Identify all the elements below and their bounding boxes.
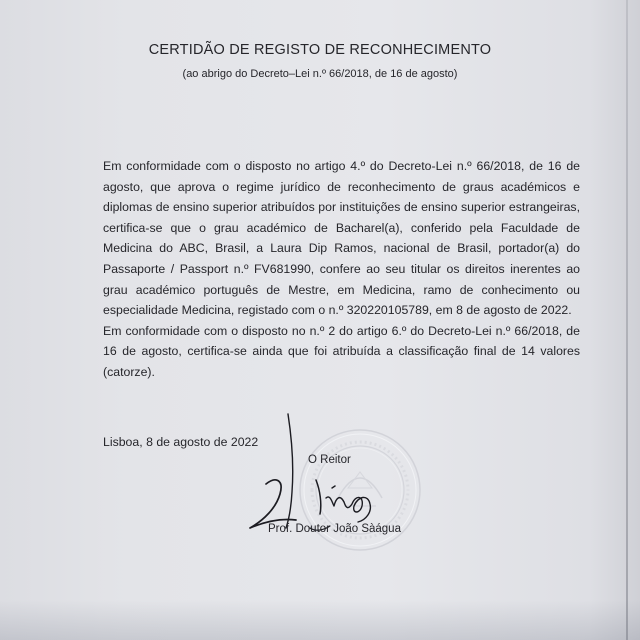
place-and-date: Lisboa, 8 de agosto de 2022 (103, 435, 259, 449)
document-title: CERTIDÃO DE REGISTO DE RECONHECIMENTO (148, 42, 492, 58)
signatory-name: Prof. Doutor João Sàágua (268, 523, 401, 535)
body-paragraph-1: Em conformidade com o disposto no artigo 4.º do Decreto-Lei n.º 66/2018, de 16 de agosto, que aprova o regime jurídico de reconhecimento de graus académicos e diplomas de ensino superior atribuídos por instituições de ensino superior estrangeiras, certifica-se que o grau académico de Bacharel(a), conferido pela Faculdade de Medicina do ABC, Brasil, a Laura Dip Ramos, nacional de Brasil, portador(a) do Passaporte / Passport n.º FV681990, confere ao seu titular os direitos inerentes ao grau académico português de Mestre, em Medicina, ramo de conhecimento ou especialidade Medicina, registado com o n.º 320220105789, em 8 de agosto de 2022. (103, 159, 580, 318)
document-subtitle: (ao abrigo do Decreto–Lei n.º 66/2018, de 16 de agosto) (182, 68, 458, 80)
page-edge (626, 0, 628, 640)
document-body (103, 156, 580, 383)
body-paragraph-2: Em conformidade com o disposto no n.º 2 do artigo 6.º do Decreto-Lei n.º 66/2018, de 16 de agosto, certifica-se ainda que foi atribuída a classificação final de 14 valores (catorze). (103, 323, 580, 379)
signatory-role: O Reitor (308, 454, 351, 466)
